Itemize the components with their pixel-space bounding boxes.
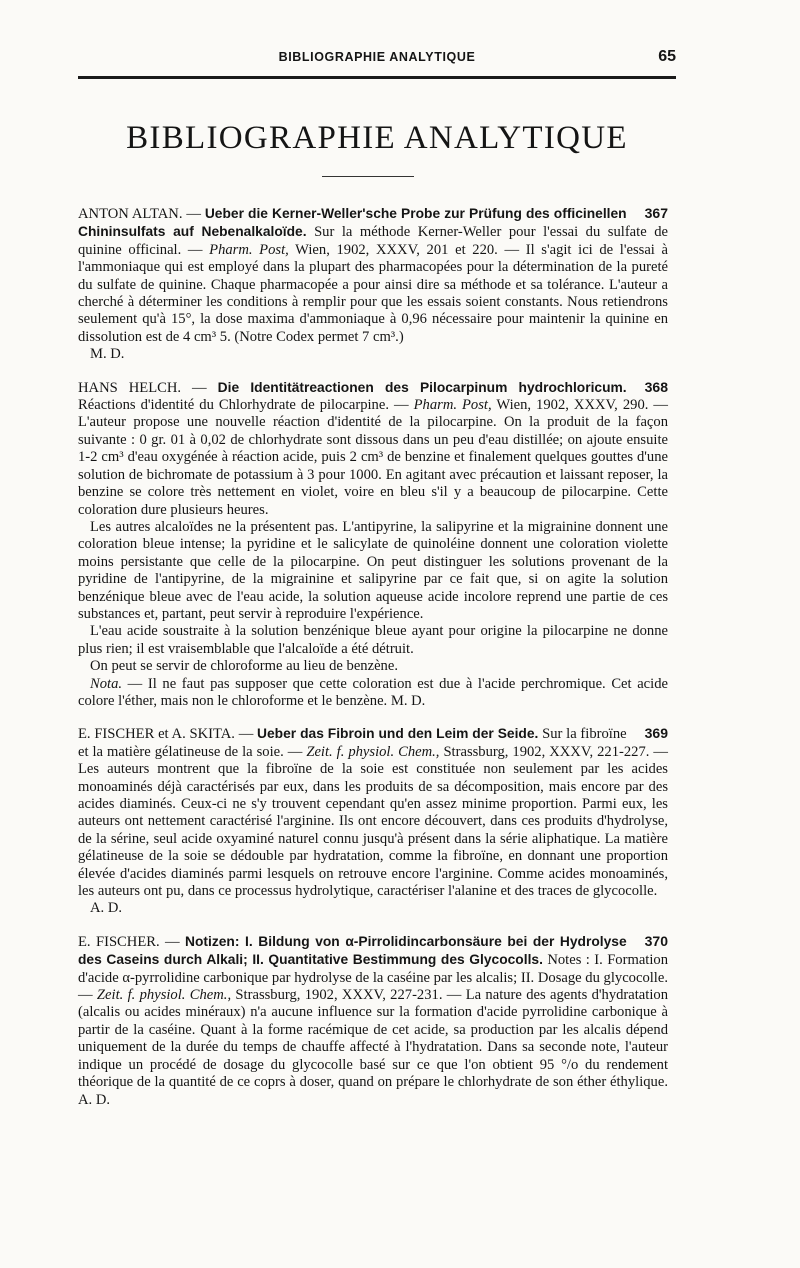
note-text: — Il ne faut pas supposer que cette coloration est due à l'acide perchromique. Cet acide colore l'éther, mais non le chloroforme et le benzène. <box>78 675 668 709</box>
page-number: 65 <box>658 48 676 65</box>
entry-paragraph <box>78 933 668 1109</box>
entry-title: Ueber das Fibroin und den Leim der Seide. <box>257 726 539 742</box>
running-title: BIBLIOGRAPHIE ANALYTIQUE <box>278 50 476 64</box>
bibliography-entry <box>78 725 668 917</box>
entry-author: E. FISCHER et A. SKITA. — <box>78 726 258 743</box>
entry-paragraph <box>78 379 668 519</box>
running-header <box>78 50 676 70</box>
bibliography-entries <box>78 205 668 1109</box>
entry-title: Notizen: I. Bildung von α-Pirrolidincarbonsäure bei der Hydrolyse des Caseins durch Alkali; II. Quantitative Bestimmung des Glycocolls. <box>78 933 627 968</box>
entry-title: Die Identitätreactionen des Pilocarpinum hydrochloricum. <box>217 379 627 395</box>
entry-paragraph: L'eau acide soustraite à la solution benzénique bleue ayant pour origine la pilocarpine ne donne plus rien; il est vraisemblable que l'alcaloïde a été détruit. <box>78 623 668 657</box>
entry-paragraph: On peut se servir de chloroforme au lieu de benzène. <box>90 658 398 675</box>
entry-number: 368 <box>644 378 668 395</box>
entry-paragraph <box>78 205 668 346</box>
entry-text: Sur la méthode Kerner-Weller pour l'essai du sulfate de quinine officinal. — <box>78 224 668 258</box>
bibliography-entry <box>78 933 668 1109</box>
entry-text: Réactions d'identité du Chlorhydrate de pilocarpine. — <box>78 397 414 414</box>
page-title: BIBLIOGRAPHIE ANALYTIQUE <box>126 120 628 156</box>
header-rule <box>78 76 676 79</box>
entry-journal: Zeit. f. physiol. Chem., <box>96 987 232 1004</box>
entry-text: Wien, 1902, XXXV, 201 et 220. — Il s'agit ici de l'essai à l'ammoniaque qui est employé dans la plupart des pharmacopées pour la détermination de la pureté du sulfate de quinine. Chaque pharmacopée a pour ainsi dire sa méthode et sa tolérance. L'auteur a cherché à déterminer les conditions à remplir pour que les essais soient constants. Nous retiendrons seulement qu'à 15°, la dose maxima d'ammoniaque à 0,96 nécessaire pour maintenir la quinine en dissolution est de 4 cm³ 5. (Notre Codex permet 7 cm³.) <box>78 241 668 345</box>
entry-paragraph <box>78 725 668 900</box>
entry-title: Ueber die Kerner-Weller'sche Probe zur Prüfung des officinellen Chininsulfats auf Nebenalkaloïde. <box>78 206 627 240</box>
entry-number: 370 <box>644 932 668 949</box>
entry-author: E. FISCHER. — <box>78 933 186 950</box>
entry-signature: A. D. <box>78 1091 111 1108</box>
entry-journal: Zeit. f. physiol. Chem., <box>306 743 440 760</box>
entry-signature: M. D. <box>390 692 426 709</box>
entry-number: 369 <box>644 725 668 742</box>
bibliography-entry <box>78 205 668 364</box>
entry-number: 367 <box>644 205 668 221</box>
entry-text: Strassburg, 1902, XXXV, 221-227. — Les auteurs montrent que la fibroïne de la soie est constituée non seulement par les acides monoaminés déjà caractérisés par eux, dans les produits de sa décomposition, mais encore par des acides diaminés. Ceux-ci ne s'y trouvent cependant qu'en assez minime proportion. Parmi eux, les auteurs ont nettement caractérisé l'arginine. Ils ont encore découvert, dans ces produits d'hydrolyse, de la sérine, seul acide oxyaminé naturel connu jusqu'à présent dans la série aliphatique. La matière gélatineuse de la soie se dédouble par hydratation, comme la fibroïne, en donnant une proportion élevée d'acides diaminés parmi lesquels on retrouve encore l'arginine. Comme acides monoaminés, les auteurs ont pu, dans ce processus hydrolytique, caractériser l'alanine et des traces de glycocolle. <box>78 743 668 900</box>
entry-signature: M. D. <box>90 346 125 363</box>
entry-author: HANS HELCH. — <box>78 379 218 396</box>
entry-journal: Pharm. Post, <box>413 397 492 414</box>
entry-author: ANTON ALTAN. — <box>78 206 205 222</box>
note-label: Nota. <box>90 675 123 692</box>
entry-signature: A. D. <box>90 900 123 917</box>
title-rule <box>322 176 414 177</box>
entry-text: Wien, 1902, XXXV, 290. — L'auteur propose une nouvelle réaction d'identité de la pilocarpine. On la produit de la façon suivante : 0 gr. 01 à 0,02 de chlorhydrate sont dissous dans un peu d'eau distillée; on ajoute ensuite 1-2 cm³ d'eau oxygénée à réaction acide, puis 2 cm³ de benzine et finalement quelques gouttes d'une solution de bichromate de potassium à 3 pour 1000. En agitant avec précaution et laissant reposer, la benzine se colore très nettement en violet, voire en bleu s'il y a beaucoup de pilocarpine. Cette coloration dure plusieurs heures. <box>78 397 669 518</box>
entry-paragraph: Les autres alcaloïdes ne la présentent pas. L'antipyrine, la salipyrine et la migrainine donnent une coloration bleue intense; la pyridine et le salicylate de quinoléine donnent une coloration violette moins persistante que celle de la pilocarpine. On peut distinguer les solutions provenant de la pyridine de l'antipyrine, de la migrainine et salipyrine par ce fait que, si on agite la solution benzénique bleue avec de l'eau acide, la solution aqueuse acide incolore reprend une partie de ces substances et, partant, peut servir à reproduire l'expérience. <box>78 518 668 622</box>
entry-text: Notes : I. Formation d'acide α-pyrrolidine carbonique par hydrolyse de la caséine par les alcalis; II. Dosage du glycocolle. — <box>78 952 668 1004</box>
entry-journal: Pharm. Post, <box>209 241 289 258</box>
entry-note <box>78 676 668 711</box>
bibliography-entry <box>78 379 668 711</box>
entry-text: Strassburg, 1902, XXXV, 227-231. — La nature des agents d'hydratation (alcalis ou acides minéraux) n'a aucune influence sur la formation d'acide pyrrolidine carbonique à partir de la caséine. Quant à la forme racémique de cet acide, sa production par les alcalis dépend uniquement de la durée du temps de chauffe affecté à l'hydratation. Dans sa seconde note, l'auteur indique un procédé de dosage du glycocolle basé sur ce que l'on obtient 95 °/o du rendement théorique de la quantité de ce coprs à doser, quand on prépare le chlorhydrate de son éther éthylique. <box>78 987 668 1091</box>
entry-text: Sur la fibroïne et la matière gélatineuse de la soie. — <box>78 726 627 760</box>
